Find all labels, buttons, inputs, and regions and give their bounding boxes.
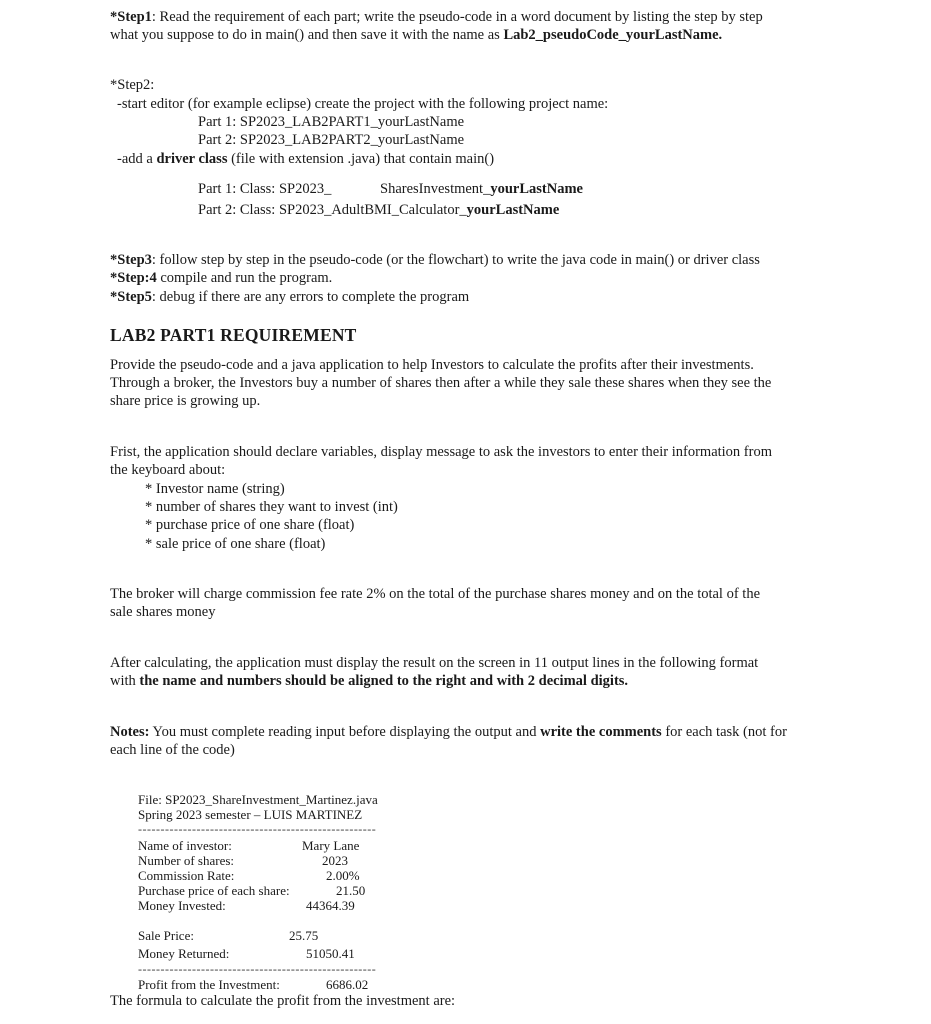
step4-text: compile and run the program. [156, 270, 333, 286]
step1-label: *Step1 [110, 9, 152, 25]
step2-label: *Step2: [110, 77, 155, 93]
step2-add-driver [117, 150, 494, 168]
step2-class-part2 [198, 201, 559, 219]
step3-text: : follow step by step in the pseudo-code (or the flowchart) to write the java code in main() or driver class [151, 252, 760, 268]
step2-class-part1-bold: yourLastName [490, 181, 583, 197]
requirement-broker1: The broker will charge commission fee rate 2% on the total of the purchase shares money and on the total of the [110, 586, 761, 602]
step2-start-editor: -start editor (for example eclipse) create the project with the following project name: [117, 96, 609, 112]
requirement-after2-bold: the name and numbers should be aligned to the right and with 2 decimal digits. [139, 673, 629, 689]
input-bullet: * Investor name (string) [145, 481, 285, 497]
requirement-intro3: share price is growing up. [110, 393, 261, 409]
sample-sale-price-value: 25.75 [289, 928, 319, 943]
sample-row-value: 2023 [322, 853, 348, 868]
sample-money-returned-label: Money Returned: [138, 946, 230, 961]
step3-label: *Step3 [110, 252, 152, 268]
sample-row-label: Purchase price of each share: [138, 883, 290, 898]
notes-label: Notes: [110, 724, 150, 740]
sample-sale-price-label: Sale Price: [138, 928, 194, 943]
sample-row-label: Commission Rate: [138, 868, 235, 883]
input-bullet: * number of shares they want to invest (int) [145, 499, 398, 515]
requirement-formula: The formula to calculate the profit from the investment are: [110, 993, 456, 1009]
step3-line [110, 251, 760, 269]
sample-row-label: Money Invested: [138, 898, 226, 913]
notes-line2: each line of the code) [110, 742, 235, 758]
notes-text1: You must complete reading input before displaying the output and [149, 724, 541, 740]
requirement-after2 [110, 672, 628, 690]
step2-class-part1-mid: SharesInvestment_ [380, 181, 491, 197]
requirement-intro2: Through a broker, the Investors buy a number of shares then after a while they sale these shares when they see the [110, 375, 772, 391]
input-bullet: * purchase price of one share (float) [145, 517, 355, 533]
requirement-after2-prefix: with [110, 673, 140, 689]
sample-dash-divider: ----------------------------------------------------- [138, 822, 377, 836]
sample-row-label: Number of shares: [138, 853, 235, 868]
step2-class-part1-rest [380, 180, 583, 198]
step2-project-part1: Part 1: SP2023_LAB2PART1_yourLastName [198, 114, 465, 130]
step1-line2 [110, 26, 722, 44]
step2-add-prefix: -add a [117, 151, 157, 167]
sample-profit-value: 6686.02 [326, 977, 369, 992]
sample-row-label: Name of investor: [138, 838, 232, 853]
step5-label: *Step5 [110, 289, 152, 305]
step1-filename: Lab2_pseudoCode_yourLastName. [503, 27, 723, 43]
step1-text2: what you suppose to do in main() and then save it with the name as [110, 27, 504, 43]
step5-line [110, 288, 469, 306]
sample-row-value: 21.50 [336, 883, 366, 898]
step4-label: *Step:4 [110, 270, 157, 286]
step1-line1 [110, 8, 763, 26]
notes-bold: write the comments [540, 724, 662, 740]
input-bullet: * sale price of one share (float) [145, 536, 326, 552]
step2-project-part2: Part 2: SP2023_LAB2PART2_yourLastName [198, 132, 465, 148]
step2-driver-class: driver class [156, 151, 228, 167]
notes-line1 [110, 723, 787, 741]
step2-class-part1-prefix: Part 1: Class: SP2023_ [198, 181, 332, 197]
sample-semester-line: Spring 2023 semester – LUIS MARTINEZ [138, 807, 363, 822]
requirement-intro1: Provide the pseudo-code and a java application to help Investors to calculate the profits after their investments. [110, 357, 754, 373]
sample-money-returned-value: 51050.41 [306, 946, 355, 961]
sample-profit-label: Profit from the Investment: [138, 977, 280, 992]
step4-line [110, 269, 332, 287]
step2-class-part2-prefix: Part 2: Class: SP2023_AdultBMI_Calculator_ [198, 202, 467, 218]
requirement-first1: Frist, the application should declare variables, display message to ask the investors to enter their information from [110, 444, 772, 460]
step2-class-part2-bold: yourLastName [466, 202, 560, 218]
sample-row-value: 2.00% [326, 868, 360, 883]
sample-row-value: 44364.39 [306, 898, 355, 913]
step2-add-suffix: (file with extension .java) that contain main() [227, 151, 495, 167]
sample-dash-divider: ----------------------------------------------------- [138, 962, 377, 976]
requirement-after1: After calculating, the application must display the result on the screen in 11 output lines in the following format [110, 655, 759, 671]
notes-text2: for each task (not for [661, 724, 787, 740]
requirement-heading: LAB2 PART1 REQUIREMENT [110, 325, 357, 345]
step5-text: : debug if there are any errors to complete the program [151, 289, 470, 305]
requirement-first2: the keyboard about: [110, 462, 226, 478]
step1-text1: : Read the requirement of each part; write the pseudo-code in a word document by listing the step by step [151, 9, 763, 25]
requirement-broker2: sale shares money [110, 604, 216, 620]
sample-row-value: Mary Lane [302, 838, 360, 853]
sample-file-line: File: SP2023_ShareInvestment_Martinez.java [138, 792, 378, 807]
